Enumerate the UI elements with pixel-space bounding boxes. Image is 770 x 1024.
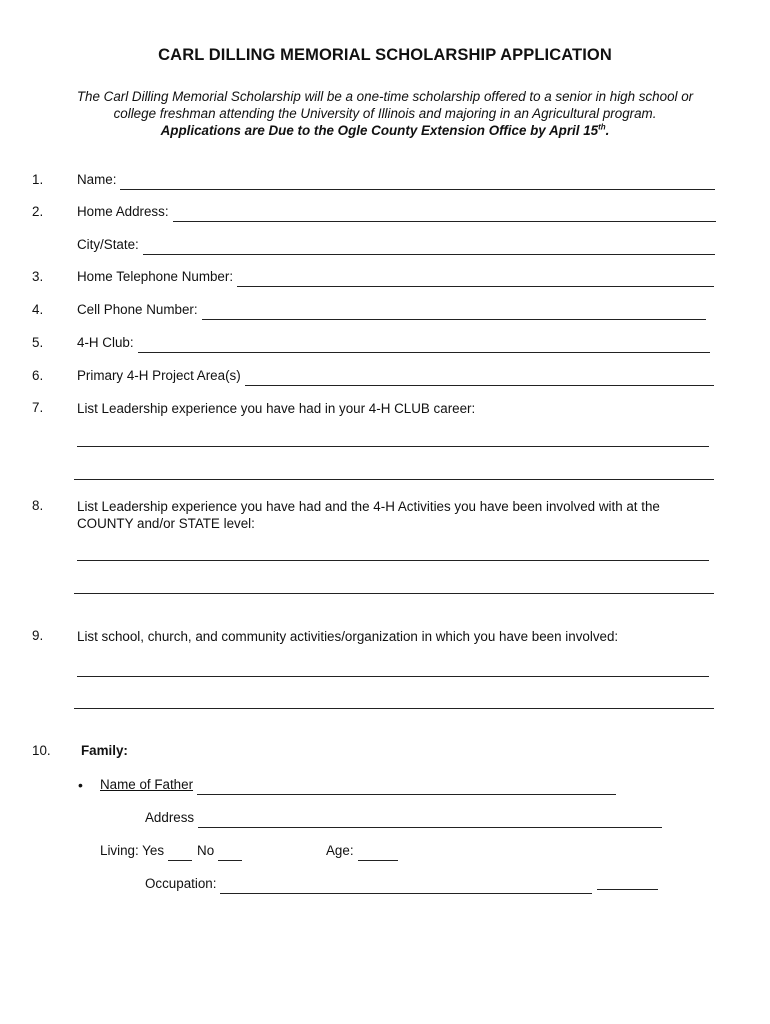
due-date-notice <box>40 122 730 139</box>
county-state-question-line-1: List Leadership experience you have had and the 4-H Activities you have been involved with at the <box>77 499 660 514</box>
item-number-4: 4. <box>32 302 44 317</box>
bullet-icon: • <box>78 777 83 793</box>
family-heading: Family: <box>81 743 128 758</box>
father-occupation-field[interactable] <box>145 874 592 894</box>
occupation-label: Occupation: <box>145 876 217 891</box>
project-area-blank-line[interactable] <box>245 370 714 386</box>
4h-club-blank-line[interactable] <box>138 337 710 353</box>
club-leadership-question: List Leadership experience you have had in your 4-H CLUB career: <box>77 401 476 416</box>
due-text: Applications are Due to the Ogle County Extension Office by April 15 <box>160 123 599 138</box>
living-yes-blank[interactable] <box>168 845 192 861</box>
page-title: CARL DILLING MEMORIAL SCHOLARSHIP APPLICATION <box>158 46 612 64</box>
living-yes-label: Living: Yes <box>100 843 165 858</box>
cell-phone-label: Cell Phone Number: <box>77 302 198 317</box>
age-blank-line[interactable] <box>358 845 398 861</box>
city-state-blank-line[interactable] <box>143 239 715 255</box>
club-leadership-answer-line-1[interactable] <box>77 446 709 447</box>
activities-question: List school, church, and community activities/organization in which you have been involved: <box>77 629 619 644</box>
item-number-1: 1. <box>32 172 44 187</box>
county-state-answer-line-1[interactable] <box>77 560 709 561</box>
item-number-6: 6. <box>32 368 44 383</box>
father-address-label: Address <box>145 810 195 825</box>
occupation-extra-blank-line[interactable] <box>597 889 658 890</box>
father-address-field[interactable] <box>145 808 662 828</box>
intro-line-1: The Carl Dilling Memorial Scholarship will be a one-time scholarship offered to a senior in high school or <box>76 89 694 104</box>
item-number-10: 10. <box>32 743 51 758</box>
name-field[interactable] <box>77 170 715 190</box>
item-number-7: 7. <box>32 400 44 415</box>
father-name-field[interactable] <box>100 775 616 795</box>
item-number-8: 8. <box>32 498 44 513</box>
name-label: Name: <box>77 172 117 187</box>
county-state-question-line-2: COUNTY and/or STATE level: <box>77 516 255 531</box>
intro-line-2: college freshman attending the University of Illinois and majoring in an Agricultural program. <box>113 106 657 121</box>
county-state-leadership-question <box>77 498 717 532</box>
county-state-answer-line-2[interactable] <box>74 593 714 594</box>
due-superscript: th <box>598 122 606 132</box>
living-no-label: No <box>197 843 215 858</box>
club-leadership-answer-line-2[interactable] <box>74 479 714 480</box>
home-address-field[interactable] <box>77 202 716 222</box>
item-number-3: 3. <box>32 269 44 284</box>
father-age-field[interactable] <box>326 841 398 861</box>
home-telephone-field[interactable] <box>77 267 714 287</box>
father-living-field <box>100 841 242 861</box>
project-area-field[interactable] <box>77 366 714 386</box>
home-telephone-blank-line[interactable] <box>237 271 714 287</box>
4h-club-field[interactable] <box>77 333 710 353</box>
city-state-field[interactable] <box>77 235 715 255</box>
father-name-label: Name of Father <box>100 777 194 792</box>
home-telephone-label: Home Telephone Number: <box>77 269 234 284</box>
item-number-2: 2. <box>32 204 44 219</box>
father-name-blank-line[interactable] <box>197 779 616 795</box>
item-number-5: 5. <box>32 335 44 350</box>
home-address-label: Home Address: <box>77 204 169 219</box>
activities-answer-line-1[interactable] <box>77 676 709 677</box>
name-blank-line[interactable] <box>120 174 715 190</box>
home-address-blank-line[interactable] <box>173 206 716 222</box>
cell-phone-blank-line[interactable] <box>202 304 706 320</box>
occupation-blank-line[interactable] <box>220 878 592 894</box>
city-state-label: City/State: <box>77 237 139 252</box>
cell-phone-field[interactable] <box>77 300 706 320</box>
living-no-blank[interactable] <box>218 845 242 861</box>
item-number-9: 9. <box>32 628 44 643</box>
due-end: . <box>605 123 610 138</box>
4h-club-label: 4-H Club: <box>77 335 134 350</box>
project-area-label: Primary 4-H Project Area(s) <box>77 368 241 383</box>
age-label: Age: <box>326 843 354 858</box>
intro-paragraph <box>40 88 730 139</box>
father-address-blank-line[interactable] <box>198 812 662 828</box>
activities-answer-line-2[interactable] <box>74 708 714 709</box>
